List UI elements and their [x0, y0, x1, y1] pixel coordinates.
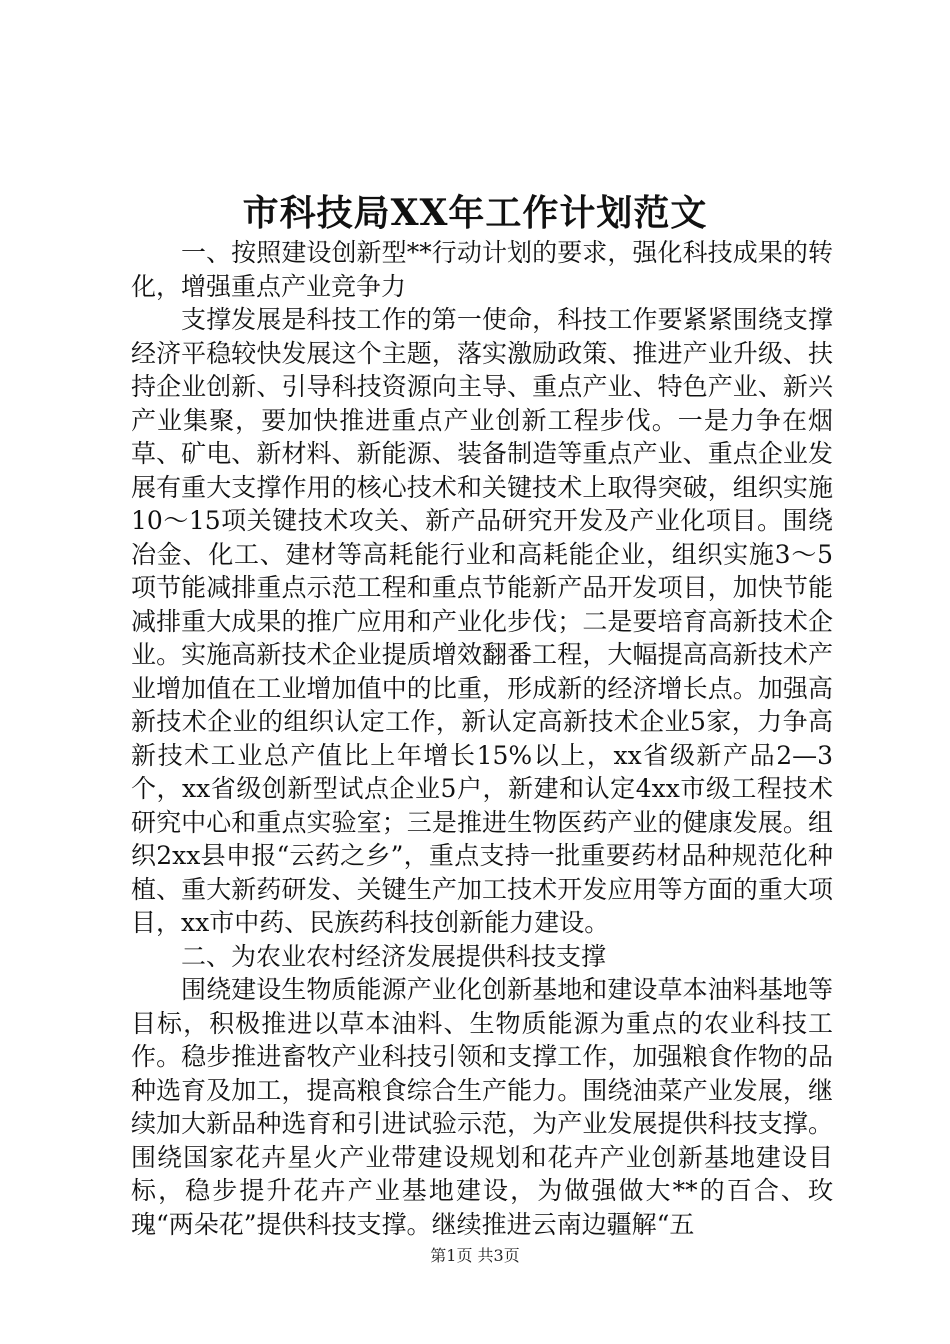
section-heading: 一、按照建设创新型**行动计划的要求，强化科技成果的转化，增强重点产业竞争力 — [131, 238, 833, 301]
document-title: 市科技局XX年工作计划范文 — [242, 192, 708, 234]
section-heading: 二、为农业农村经济发展提供科技支撑 — [181, 941, 607, 971]
body-paragraph: 围绕建设生物质能源产业化创新基地和建设草本油料基地等目标，积极推进以草本油料、生物质能源为重点的农业科技工作。稳步推进畜牧产业科技引领和支撑工作，加强粮食作物的品种选育及加工，提高粮食综合生产能力。围绕油菜产业发展，继续加大新品种选育和引进试验示范，为产业发展提供科技支撑。围绕国家花卉星火产业带建设规划和花卉产业创新基地建设目标，稳步提升花卉产业基地建设，为做强做大**的百合、玫瑰“两朵花”提供科技支撑。继续推进云南边疆解“五 — [131, 975, 833, 1239]
document-body — [131, 236, 833, 1241]
body-paragraph: 支撑发展是科技工作的第一使命，科技工作要紧紧围绕支撑经济平稳较快发展这个主题，落实激励政策、推进产业升级、扶持企业创新、引导科技资源向主导、重点产业、特色产业、新兴产业集聚，要加快推进重点产业创新工程步伐。一是力争在烟草、矿电、新材料、新能源、装备制造等重点产业、重点企业发展有重大支撑作用的核心技术和关键技术上取得突破，组织实施10～15项关键技术攻关、新产品研究开发及产业化项目。围绕冶金、化工、建材等高耗能行业和高耗能企业，组织实施3～5项节能减排重点示范工程和重点节能新产品开发项目，加快节能减排重大成果的推广应用和产业化步伐；二是要培育高新技术企业。实施高新技术企业提质增效翻番工程，大幅提高高新技术产业增加值在工业增加值中的比重，形成新的经济增长点。加强高新技术企业的组织认定工作，新认定高新技术企业5家，力争高新技术工业总产值比上年增长15%以上，xx省级新产品2—3个，xx省级创新型试点企业5户，新建和认定4xx市级工程技术研究中心和重点实验室；三是推进生物医药产业的健康发展。组织2xx县申报“云药之乡”，重点支持一批重要药材品种规范化种植、重大新药研发、关键生产加工技术开发应用等方面的重大项目，xx市中药、民族药科技创新能力建设。 — [131, 305, 833, 937]
page-number-footer: 第1页 共3页 — [430, 1246, 520, 1265]
